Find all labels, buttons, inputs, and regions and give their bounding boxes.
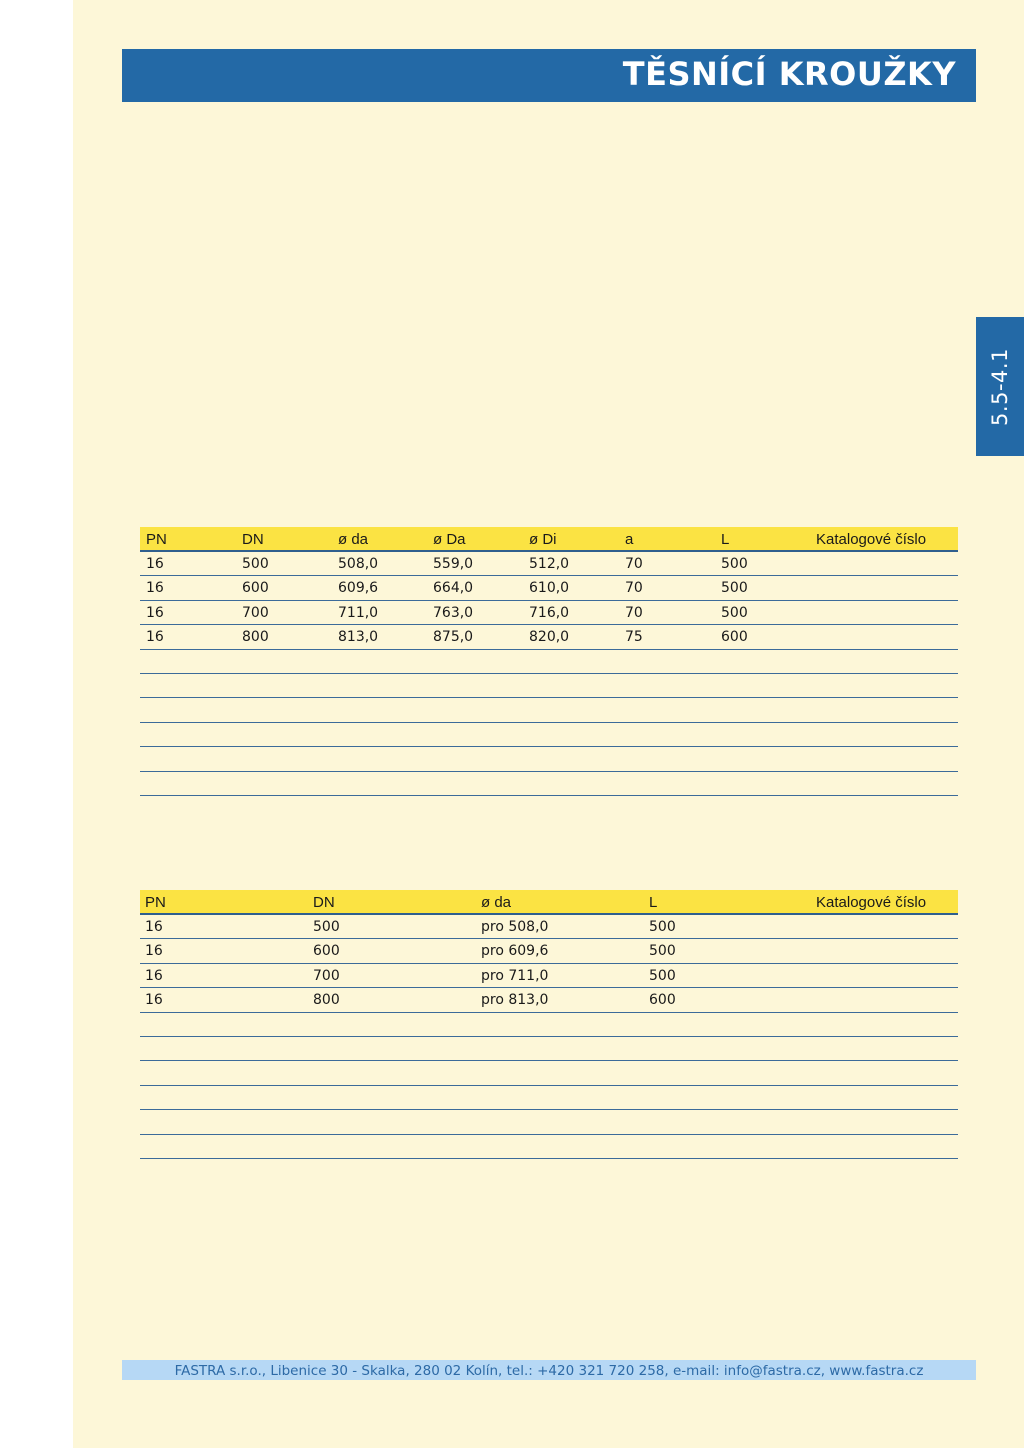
table-row	[140, 747, 958, 771]
table-cell: 600	[649, 992, 676, 1009]
column-header: ø Da	[433, 531, 466, 548]
table-row	[140, 601, 958, 625]
table-cell: 500	[649, 919, 676, 935]
table-row	[140, 772, 958, 796]
table-cell: 763,0	[433, 604, 474, 621]
table-cell: 512,0	[529, 556, 570, 572]
table-row	[140, 939, 958, 963]
table-row	[140, 723, 958, 747]
column-header: PN	[146, 531, 167, 548]
title-bar	[122, 49, 976, 102]
table-cell: 16	[146, 629, 164, 646]
table-cell: 75	[625, 629, 643, 646]
table-row	[140, 1037, 958, 1061]
contact-footer	[122, 1360, 976, 1380]
table-cell: 600	[721, 629, 748, 646]
table-header-row	[140, 890, 958, 915]
table-row	[140, 1110, 958, 1134]
table-cell: 800	[313, 992, 340, 1009]
table-cell: 70	[625, 604, 643, 621]
table-cell: 700	[242, 604, 269, 621]
table-cell: 716,0	[529, 604, 570, 621]
table-cell: 500	[313, 919, 340, 935]
column-header: L	[721, 531, 730, 548]
table-cell: 16	[145, 919, 163, 935]
column-header: Katalogové číslo	[816, 531, 927, 548]
table-cell: 70	[625, 556, 643, 572]
table-header-row	[140, 527, 958, 552]
dimensions-table-1	[140, 527, 958, 796]
column-header: Katalogové číslo	[816, 894, 927, 911]
dimensions-table-2	[140, 890, 958, 1159]
table-cell: 664,0	[433, 580, 474, 597]
table-row	[140, 698, 958, 722]
table-cell: pro 508,0	[481, 919, 549, 935]
column-header: a	[625, 531, 634, 548]
table-cell: 711,0	[338, 604, 379, 621]
table-cell: 500	[649, 967, 676, 984]
table-cell: 800	[242, 629, 269, 646]
table-row	[140, 988, 958, 1012]
table-row	[140, 1013, 958, 1037]
column-header: ø da	[338, 531, 369, 548]
table-row	[140, 625, 958, 649]
column-header: ø da	[481, 894, 512, 911]
table-cell: 16	[145, 992, 163, 1009]
table-row	[140, 552, 958, 576]
table-cell: 500	[721, 580, 748, 597]
column-header: DN	[242, 531, 264, 548]
table-row	[140, 1086, 958, 1110]
table-cell: 16	[145, 943, 163, 960]
table-row	[140, 576, 958, 600]
table-row	[140, 964, 958, 988]
column-header: L	[649, 894, 658, 911]
table-row	[140, 1061, 958, 1085]
table-cell: 610,0	[529, 580, 570, 597]
table-cell: 16	[146, 580, 164, 597]
table-cell: 500	[242, 556, 269, 572]
column-header: PN	[145, 894, 166, 911]
table-cell: 500	[721, 604, 748, 621]
page-title: TĚSNÍCÍ KROUŽKY	[622, 55, 956, 93]
table-cell: pro 711,0	[481, 967, 549, 984]
table-cell: pro 609,6	[481, 943, 549, 960]
table-cell: 16	[146, 556, 164, 572]
footer-contact-text: FASTRA s.r.o., Libenice 30 - Skalka, 280 02 Kolín, tel.: +420 321 720 258, e-mail: info@fastra.cz, www.fastra.cz	[174, 1363, 924, 1379]
table-cell: 500	[649, 943, 676, 960]
table-cell: 609,6	[338, 580, 379, 597]
table-cell: 559,0	[433, 556, 474, 572]
table-cell: 600	[242, 580, 269, 597]
table-cell: pro 813,0	[481, 992, 549, 1009]
table-cell: 500	[721, 556, 748, 572]
table-row	[140, 1135, 958, 1159]
table-cell: 600	[313, 943, 340, 960]
table-row	[140, 674, 958, 698]
table-row	[140, 915, 958, 939]
table-cell: 16	[146, 604, 164, 621]
column-header: ø Di	[529, 531, 557, 548]
table-cell: 875,0	[433, 629, 474, 646]
table-cell: 820,0	[529, 629, 570, 646]
column-header: DN	[313, 894, 335, 911]
table-cell: 700	[313, 967, 340, 984]
table-cell: 508,0	[338, 556, 379, 572]
table-cell: 813,0	[338, 629, 379, 646]
section-tab	[976, 317, 1024, 456]
table-cell: 16	[145, 967, 163, 984]
table-row	[140, 650, 958, 674]
section-tab-label: 5.5-4.1	[988, 347, 1012, 426]
table-cell: 70	[625, 580, 643, 597]
